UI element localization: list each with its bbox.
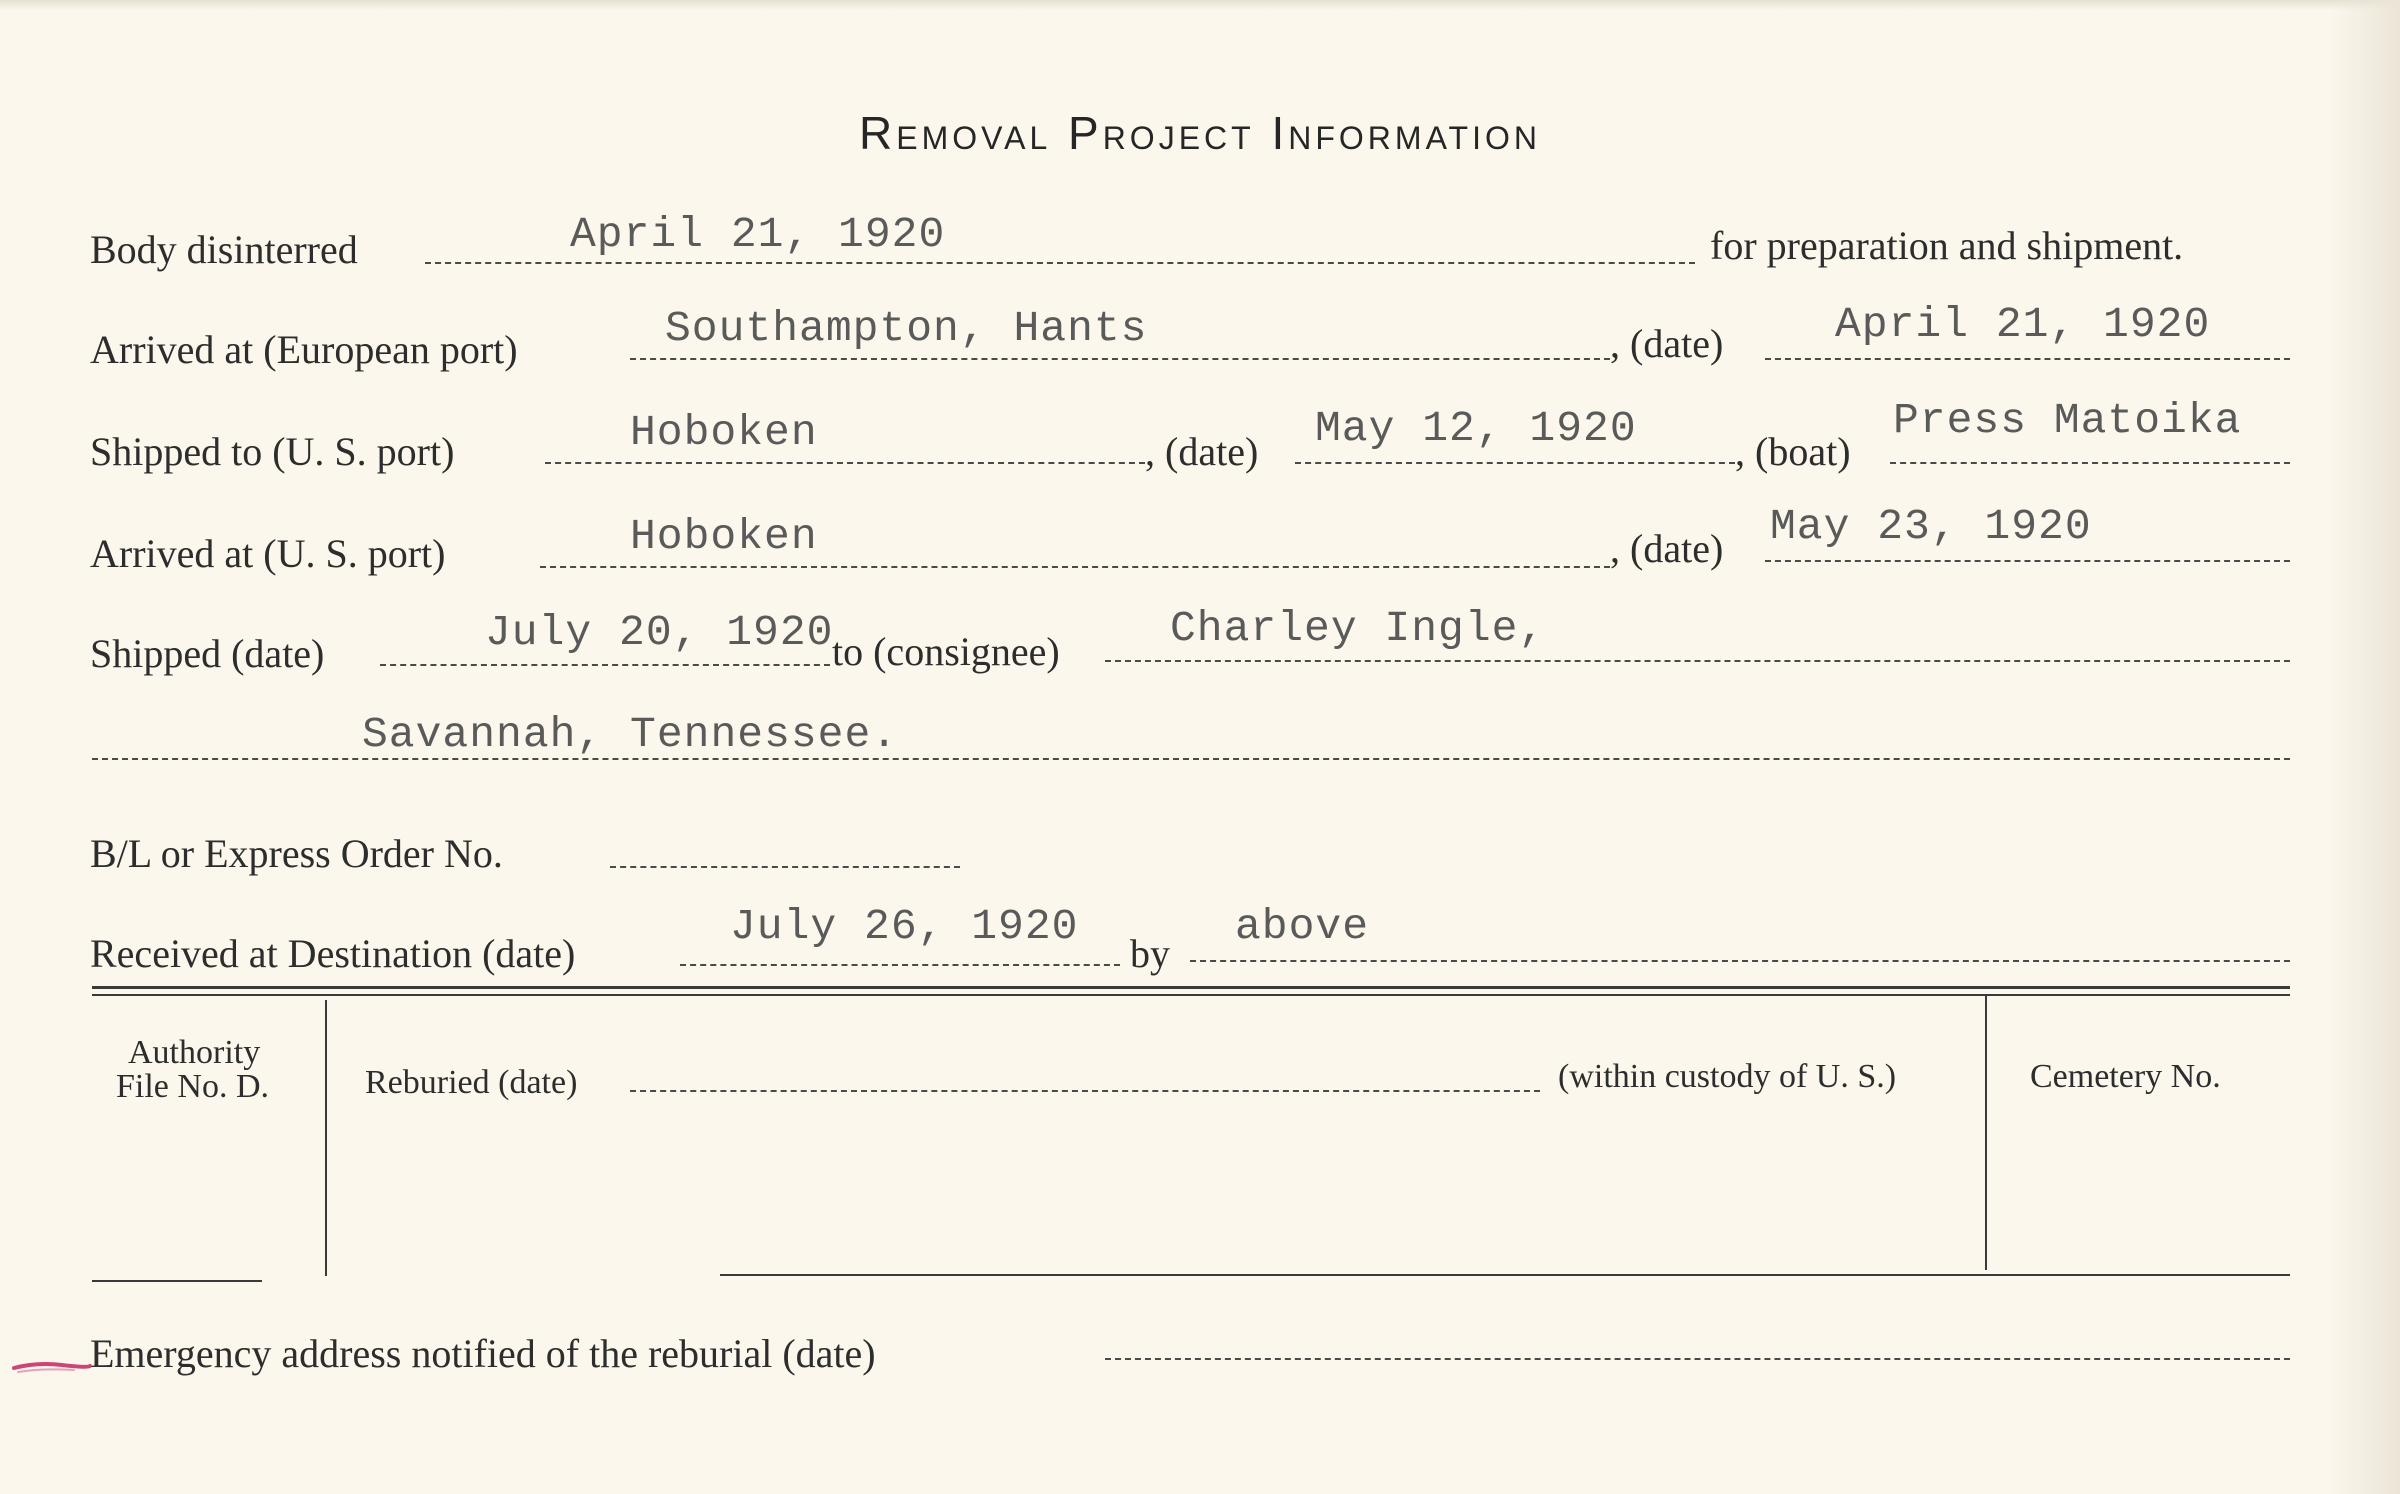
received-by-line	[1190, 960, 2290, 962]
received-by-value: above	[1235, 902, 1370, 951]
european-port-date-label: , (date)	[1610, 321, 1724, 366]
consignee-label: to (consignee)	[832, 629, 1060, 674]
cemetery-label: Cemetery No.	[2030, 1058, 2221, 1095]
table-top-rule-2	[92, 994, 2290, 996]
table-top-rule	[92, 986, 2290, 989]
shipped-to-boat-line	[1890, 462, 2290, 464]
received-value: July 26, 1920	[730, 902, 1079, 951]
card-top-shadow	[0, 0, 2400, 10]
disinterred-line	[425, 262, 1695, 264]
reburied-line	[630, 1090, 1540, 1092]
bl-order-line	[610, 866, 960, 868]
received-label: Received at Destination (date)	[90, 931, 576, 976]
emergency-label: Emergency address notified of the reburial (date)	[90, 1331, 876, 1376]
emergency-line	[1105, 1358, 2290, 1360]
consignee-value: Charley Ingle,	[1170, 604, 1546, 653]
authority-label: Authority	[128, 1034, 261, 1071]
received-by-label: by	[1130, 931, 1170, 976]
authority-file-label: File No. D.	[116, 1068, 269, 1105]
shipped-to-boat-label: , (boat)	[1735, 429, 1851, 474]
shipped-to-date-label: , (date)	[1145, 429, 1259, 474]
ink-mark	[12, 1354, 92, 1376]
arrived-us-date-value: May 23, 1920	[1770, 502, 2092, 551]
disinterred-suffix: for preparation and shipment.	[1710, 223, 2184, 268]
arrived-us-value: Hoboken	[630, 512, 818, 561]
consignee-line	[1105, 660, 2290, 662]
shipped-date-label: Shipped (date)	[90, 631, 325, 676]
form-title: Removal Project Information	[859, 107, 1541, 159]
custody-label: (within custody of U. S.)	[1558, 1058, 1897, 1095]
european-port-value: Southampton, Hants	[665, 304, 1148, 353]
arrived-us-label: Arrived at (U. S. port)	[90, 531, 446, 576]
arrived-us-line	[540, 566, 1610, 568]
received-line	[680, 964, 1120, 966]
shipped-date-value: July 20, 1920	[485, 608, 834, 657]
european-port-label: Arrived at (European port)	[90, 327, 518, 372]
consignee-address: Savannah, Tennessee.	[362, 710, 899, 759]
shipped-to-date-line	[1295, 462, 1735, 464]
shipped-date-line	[380, 664, 830, 666]
disinterred-value: April 21, 1920	[570, 210, 946, 259]
european-port-date-value: April 21, 1920	[1835, 300, 2211, 349]
bl-order-label: B/L or Express Order No.	[90, 831, 503, 876]
shipped-to-value: Hoboken	[630, 408, 818, 457]
arrived-us-date-line	[1765, 560, 2290, 562]
table-divider-left	[325, 1000, 327, 1276]
european-port-date-line	[1765, 358, 2290, 360]
shipped-to-label: Shipped to (U. S. port)	[90, 429, 455, 474]
table-divider-right	[1985, 996, 1987, 1270]
card-edge-shadow	[2330, 0, 2400, 1494]
shipped-to-line	[545, 462, 1145, 464]
arrived-us-date-label: , (date)	[1610, 526, 1724, 571]
reburied-label: Reburied (date)	[365, 1064, 578, 1101]
table-bottom-rule-left	[92, 1280, 262, 1282]
shipped-to-boat-value: Press Matoika	[1893, 396, 2242, 445]
european-port-line	[630, 358, 1610, 360]
disinterred-label: Body disinterred	[90, 227, 358, 272]
table-bottom-rule-right	[720, 1274, 2290, 1276]
shipped-to-date-value: May 12, 1920	[1315, 404, 1637, 453]
